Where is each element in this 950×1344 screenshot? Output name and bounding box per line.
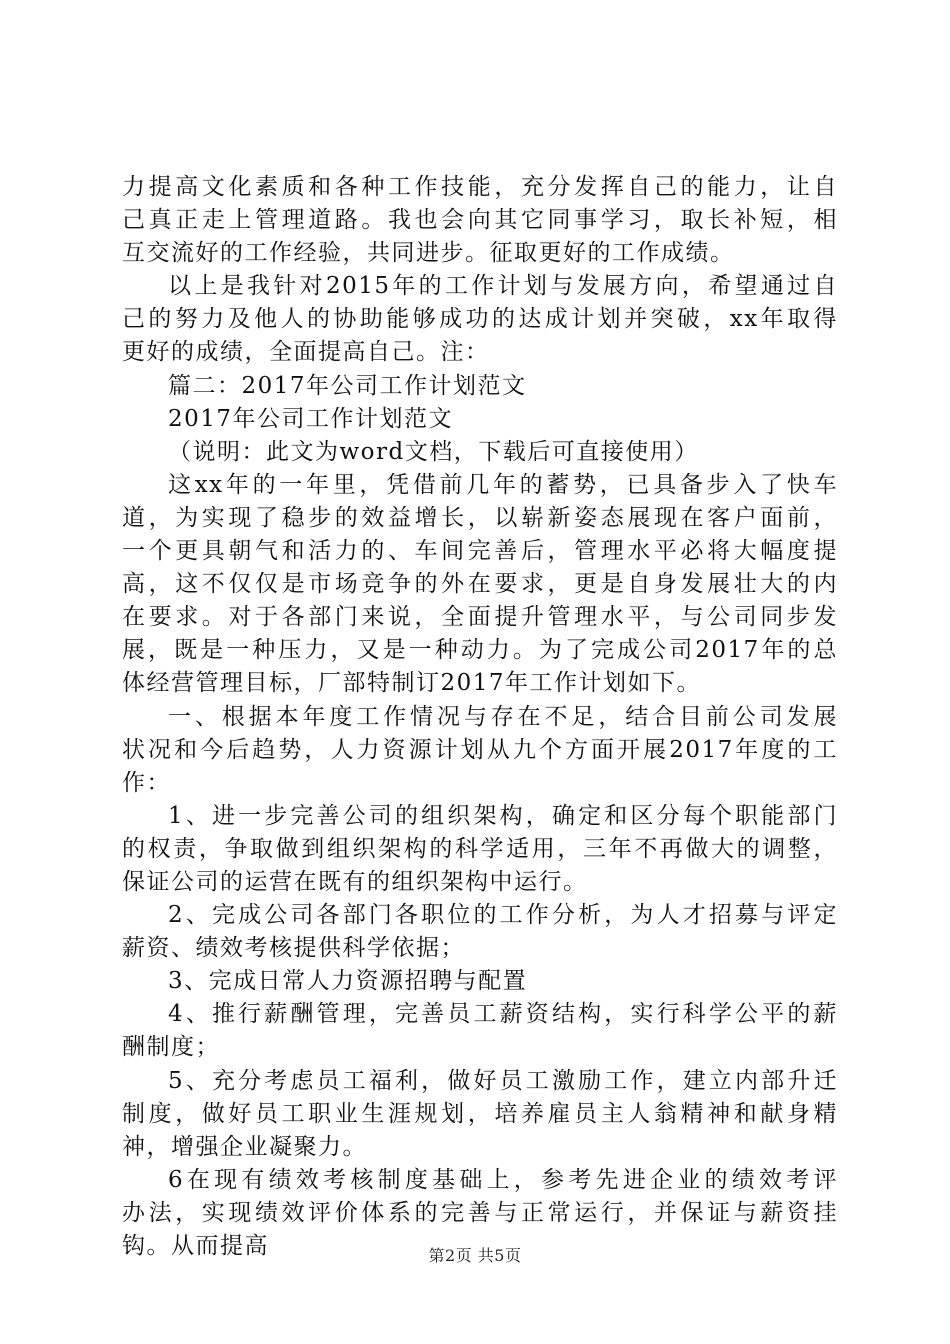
- text-line: 作：: [122, 769, 171, 796]
- list-item: 4、推行薪酬管理，完善员工薪资结构，实行科学公平的薪: [168, 1001, 838, 1028]
- text-line: 互交流好的工作经验，共同进步。征取更好的工作成绩。: [122, 240, 735, 267]
- text-line: 体经营管理目标，厂部特制订2017年工作计划如下。: [122, 670, 702, 697]
- page-number: 第2页 共5页: [428, 1246, 522, 1265]
- document-note: （说明：此文为word文档，下载后可直接使用）: [168, 438, 699, 465]
- text-line: 酬制度；: [122, 1034, 220, 1061]
- list-item: 6在现有绩效考核制度基础上，参考先进企业的绩效考评: [168, 1166, 838, 1193]
- list-item: 3、完成日常人力资源招聘与配置: [168, 968, 528, 995]
- text-line: 薪资、绩效考核提供科学依据；: [122, 935, 465, 962]
- text-line: 更好的成绩，全面提高自己。注：: [122, 339, 490, 366]
- list-item: 1、进一步完善公司的组织架构，确定和区分每个职能部门: [168, 802, 838, 829]
- text-line: 己的努力及他人的协助能够成功的达成计划并突破，xx年取得: [122, 306, 838, 333]
- text-line: 制度，做好员工职业生涯规划，培养雇员主人翁精神和献身精: [122, 1100, 838, 1127]
- text-line: 展，既是一种压力，又是一种动力。为了完成公司2017年的总: [122, 637, 838, 664]
- text-line: 一、根据本年度工作情况与存在不足，结合目前公司发展: [168, 703, 838, 730]
- text-line: 状况和今后趋势，人力资源计划从九个方面开展2017年度的工: [122, 736, 838, 763]
- list-item: 2、完成公司各部门各职位的工作分析，为人才招募与评定: [168, 902, 838, 929]
- text-line: 道，为实现了稳步的效益增长，以崭新姿态展现在客户面前，: [122, 504, 838, 531]
- list-item: 5、充分考虑员工福利，做好员工激励工作，建立内部升迁: [168, 1067, 838, 1094]
- document-body: [122, 171, 838, 1263]
- text-line: 高，这不仅仅是市场竞争的外在要求，更是自身发展壮大的内: [122, 571, 838, 598]
- text-line: 办法，实现绩效评价体系的完善与正常运行，并保证与薪资挂: [122, 1199, 838, 1226]
- text-line: 钩。从而提高: [122, 1233, 269, 1259]
- text-line: 在要求。对于各部门来说，全面提升管理水平，与公司同步发: [122, 604, 838, 631]
- text-line: 这xx年的一年里，凭借前几年的蓄势，已具备步入了快车: [168, 471, 838, 498]
- text-line: 神，增强企业凝聚力。: [122, 1133, 367, 1160]
- text-line: 的权责，争取做到组织架构的科学适用，三年不再做大的调整，: [122, 835, 838, 862]
- text-line: 以上是我针对2015年的工作计划与发展方向，希望通过自: [168, 273, 838, 300]
- text-line: 保证公司的运营在既有的组织架构中运行。: [122, 868, 588, 895]
- document-title: 2017年公司工作计划范文: [168, 405, 454, 432]
- text-line: 一个更具朝气和活力的、车间完善后，管理水平必将大幅度提: [122, 538, 838, 565]
- text-line: 力提高文化素质和各种工作技能，充分发挥自己的能力，让自: [122, 174, 838, 200]
- section-heading: 篇二：2017年公司工作计划范文: [168, 372, 527, 399]
- text-line: 己真正走上管理道路。我也会向其它同事学习，取长补短，相: [122, 207, 838, 234]
